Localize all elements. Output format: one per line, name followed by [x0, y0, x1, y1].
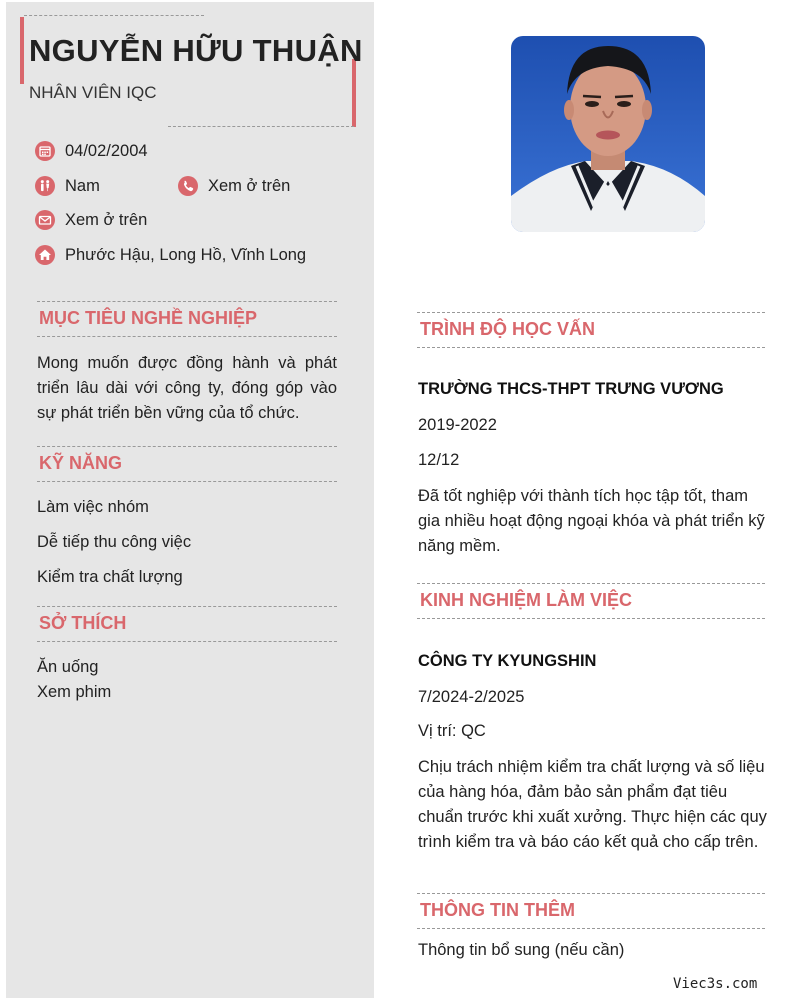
gender-text: Nam	[65, 176, 100, 195]
gender-row	[35, 176, 100, 196]
phone-icon	[178, 176, 198, 196]
hobbies-dash-top	[37, 606, 337, 607]
calendar-icon	[35, 141, 55, 161]
gender-icon	[35, 176, 55, 196]
experience-period: 7/2024-2/2025	[418, 688, 525, 706]
education-period: 2019-2022	[418, 416, 497, 434]
education-school: TRƯỜNG THCS-THPT TRƯNG VƯƠNG	[418, 380, 724, 398]
experience-description: Chịu trách nhiệm kiểm tra chất lượng và số liệu của hàng hóa, đảm bảo sản phẩm đạt tiêu chuẩn trước khi xuất xưởng. Thực hiện các quy trình kiểm tra và báo cáo kết quả cho cấp trên.	[418, 758, 767, 851]
phone-text: Xem ở trên	[208, 176, 291, 195]
education-dash-bottom	[417, 347, 765, 348]
full-name: NGUYỄN HỮU THUẬN	[29, 33, 363, 68]
objective-dash-top	[37, 301, 337, 302]
address-text: Phước Hậu, Long Hồ, Vĩnh Long	[65, 245, 307, 264]
name-accent-bar-right	[352, 59, 356, 127]
experience-position: Vị trí: QC	[418, 722, 486, 740]
skills-dash-bottom	[37, 481, 337, 482]
profile-photo	[511, 36, 705, 232]
phone-row	[178, 176, 290, 196]
experience-heading: KINH NGHIỆM LÀM VIỆC	[420, 590, 633, 610]
objective-dash-bottom	[37, 336, 337, 337]
name-block	[20, 15, 363, 127]
education-heading: TRÌNH ĐỘ HỌC VẤN	[420, 319, 595, 339]
education-description: Đã tốt nghiệp với thành tích học tập tốt, tham gia nhiều hoạt động ngoại khóa và phát triển kỹ năng mềm.	[418, 487, 765, 555]
additional-text: Thông tin bổ sung (nếu cần)	[418, 941, 625, 959]
hobby-item: Xem phim	[37, 683, 112, 701]
job-title: NHÂN VIÊN IQC	[29, 83, 157, 102]
experience-company: CÔNG TY KYUNGSHIN	[418, 652, 597, 670]
address-row	[35, 245, 306, 265]
footer-brand: Viec3s.com	[673, 976, 758, 992]
name-dash-top	[24, 15, 204, 16]
experience-dash-top	[417, 583, 765, 584]
email-text: Xem ở trên	[65, 210, 148, 229]
skill-item: Làm việc nhóm	[37, 498, 149, 516]
skill-item: Kiểm tra chất lượng	[37, 568, 183, 586]
additional-dash-bottom	[417, 928, 765, 929]
additional-dash-top	[417, 893, 765, 894]
skills-heading: KỸ NĂNG	[39, 453, 123, 473]
hobbies-dash-bottom	[37, 641, 337, 642]
email-row	[35, 210, 147, 230]
profile-photo-image	[511, 36, 705, 232]
name-accent-bar-left	[20, 17, 24, 84]
experience-dash-bottom	[417, 618, 765, 619]
hobbies-heading: SỞ THÍCH	[39, 613, 127, 633]
education-dash-top	[417, 312, 765, 313]
hobby-item: Ăn uống	[37, 658, 99, 676]
objective-heading: MỤC TIÊU NGHỀ NGHIỆP	[39, 308, 258, 328]
skill-item: Dễ tiếp thu công việc	[37, 533, 192, 551]
name-dash-bottom	[168, 126, 354, 127]
birthday-text: 04/02/2004	[65, 141, 148, 160]
education-grade: 12/12	[418, 451, 460, 469]
additional-heading: THÔNG TIN THÊM	[420, 900, 575, 920]
birthday-row	[35, 141, 148, 161]
skills-dash-top	[37, 446, 337, 447]
objective-text: Mong muốn được đồng hành và phát triển lâu dài với công ty, đóng góp vào sự phát triển bền vững của tổ chức.	[37, 354, 337, 422]
email-icon	[35, 210, 55, 230]
home-icon	[35, 245, 55, 265]
